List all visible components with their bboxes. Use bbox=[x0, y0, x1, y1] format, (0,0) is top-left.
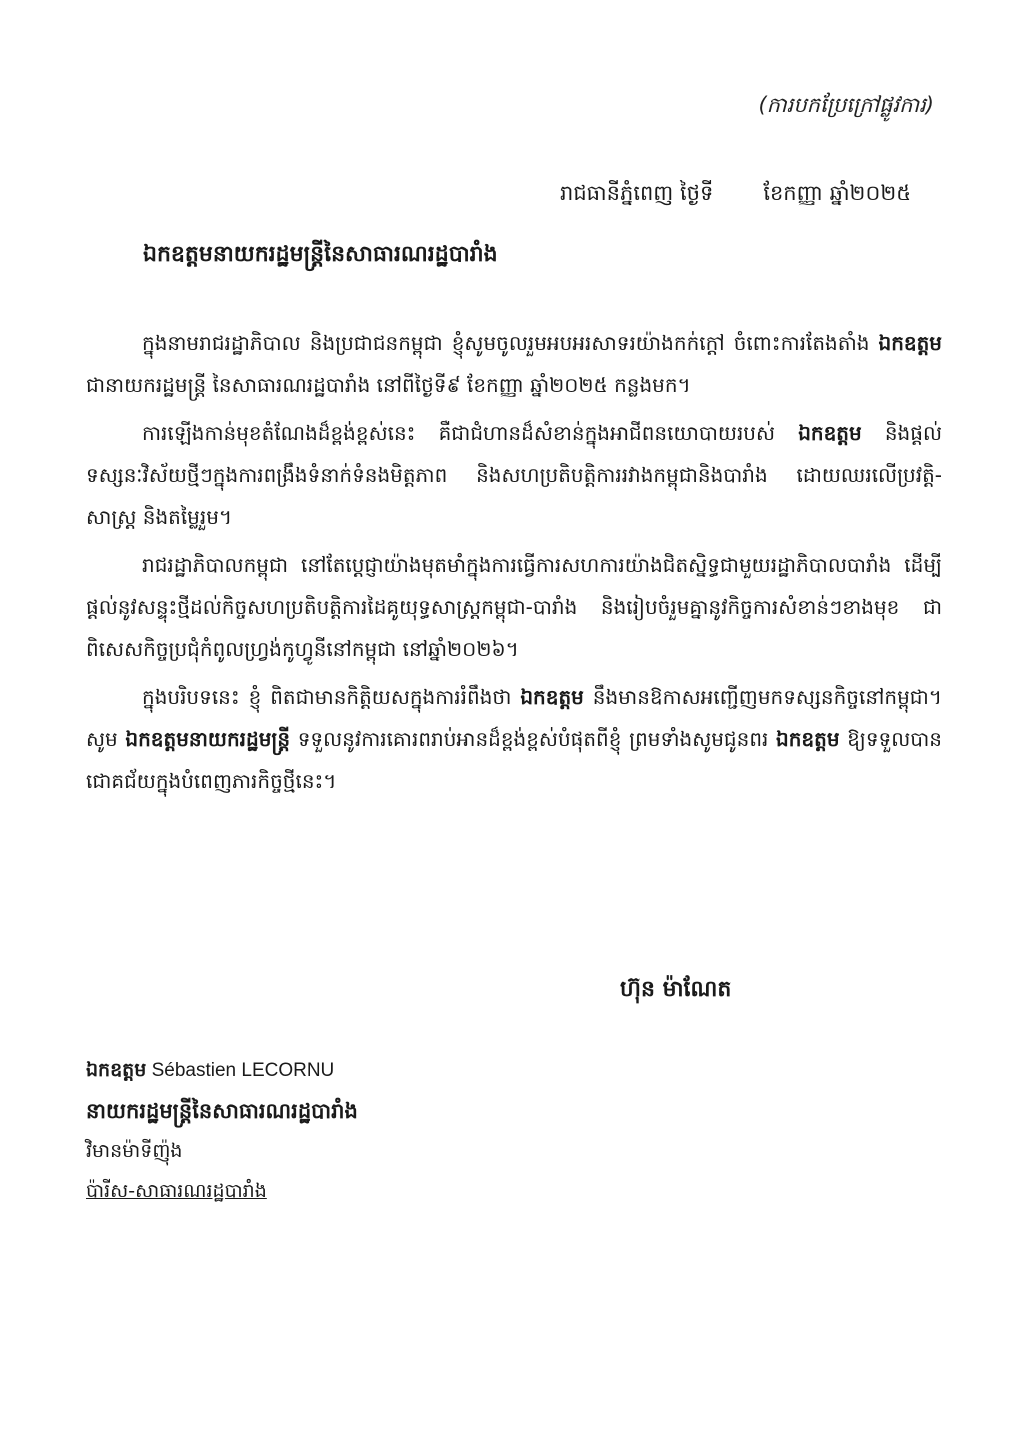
dateline-month-year: ខែកញ្ញា ឆ្នាំ២០២៥ bbox=[763, 181, 912, 205]
paragraph-4-bold-3: ឯកឧត្តម bbox=[776, 727, 840, 751]
paragraph-4-text-1: ក្នុងបរិបទនេះ ខ្ញុំ ពិតជាមានកិត្តិយសក្នុងការរំពឹងថា bbox=[142, 685, 521, 709]
letter-body bbox=[86, 322, 942, 808]
paragraph-4-bold-2: ឯកឧត្តមនាយករដ្ឋមន្ត្រី bbox=[125, 727, 291, 751]
dateline-place-day: រាជធានីភ្នំពេញ ថ្ងៃទី bbox=[560, 181, 714, 205]
addressee-title: ឯកឧត្តម bbox=[86, 1059, 147, 1081]
addressee-block bbox=[86, 1050, 586, 1211]
addressee-city: ប៉ារីស-សាធារណរដ្ឋបារាំង bbox=[86, 1180, 267, 1202]
paragraph-2-text-2: និងផ្ដល់ទស្សនៈវិស័យថ្មីៗក្នុងការពង្រឹងទំនាក់ទំនងមិត្តភាព និងសហប្រតិបត្តិការរវាងកម្ពុជានិងបារាំង ដោយឈរលើប្រវត្តិ-សាស្ត្រ និងតម្លៃរួម។ bbox=[86, 421, 942, 529]
paragraph-2-bold-1: ឯកឧត្តម bbox=[798, 421, 862, 445]
dateline bbox=[560, 180, 940, 211]
paragraph-3-text-1: រាជរដ្ឋាភិបាលកម្ពុជា នៅតែប្ដេជ្ញាយ៉ាងមុតមាំក្នុងការធ្វើការសហការយ៉ាងជិតស្និទ្ធជាមួយរដ្ឋាភិបាលបារាំង ដើម្បីផ្ដល់នូវសន្ទុះថ្មីដល់កិច្ចសហប្រតិបត្តិការដៃគូយុទ្ធសាស្ត្រកម្ពុជា-បារាំង និងរៀបចំរួមគ្នានូវកិច្ចការសំខាន់ៗខាងមុខ ជាពិសេសកិច្ចប្រជុំកំពូលហ្វ្រង់កូហ្វូនីនៅកម្ពុជា នៅឆ្នាំ២០២៦។ bbox=[86, 553, 942, 661]
paragraph-4-text-3: ទទួលនូវការគោរពរាប់អានដ៏ខ្ពង់ខ្ពស់បំផុតពីខ្ញុំ ព្រមទាំងសូមជូនពរ bbox=[290, 727, 777, 751]
unofficial-translation-note: (ការបកប្រែក្រៅផ្លូវការ) bbox=[758, 93, 934, 117]
addressee-residence: វិមានម៉ាទីញ៉ុង bbox=[86, 1140, 183, 1162]
paragraph-4 bbox=[86, 676, 942, 802]
paragraph-4-bold-1: ឯកឧត្តម bbox=[520, 685, 584, 709]
paragraph-4-text-2: នឹងមានឱកាសអញ្ជើញមកទស្សនកិច្ចនៅកម្ពុជា។ សូម bbox=[86, 685, 942, 751]
paragraph-1 bbox=[86, 322, 942, 406]
addressee-name: Sébastien LECORNU bbox=[146, 1060, 335, 1081]
signer-name: ហ៊ុន ម៉ាណែត bbox=[620, 977, 732, 1002]
paragraph-1-text-2: ជានាយករដ្ឋមន្ត្រី នៃសាធារណរដ្ឋបារាំង នៅពីថ្ងៃទី៩ ខែកញ្ញា ឆ្នាំ២០២៥ កន្លងមក។ bbox=[86, 373, 691, 397]
addressee-office: នាយករដ្ឋមន្ត្រីនៃសាធារណរដ្ឋបារាំង bbox=[86, 1099, 358, 1123]
addressee-title-line bbox=[86, 1050, 586, 1091]
paragraph-2-text-1: ការឡើងកាន់មុខតំណែងដ៏ខ្ពង់ខ្ពស់នេះ គឺជាជំហានដ៏សំខាន់ក្នុងអាជីពនយោបាយរបស់ bbox=[142, 421, 799, 445]
paragraph-2 bbox=[86, 412, 942, 538]
paragraph-1-text-1: ក្នុងនាមរាជរដ្ឋាភិបាល និងប្រជាជនកម្ពុជា ខ្ញុំសូមចូលរួមអបអរសាទរយ៉ាងកក់ក្ដៅ ចំពោះការតែងតាំង bbox=[142, 331, 879, 355]
paragraph-4-text-4: ឱ្យទទួលបានជោគជ័យក្នុងបំពេញភារកិច្ចថ្មីនេះ។ bbox=[86, 727, 942, 793]
paragraph-1-bold-1: ឯកឧត្តម bbox=[878, 331, 942, 355]
paragraph-3 bbox=[86, 544, 942, 670]
salutation: ឯកឧត្តមនាយករដ្ឋមន្ត្រីនៃសាធារណរដ្ឋបារាំង bbox=[143, 242, 498, 267]
